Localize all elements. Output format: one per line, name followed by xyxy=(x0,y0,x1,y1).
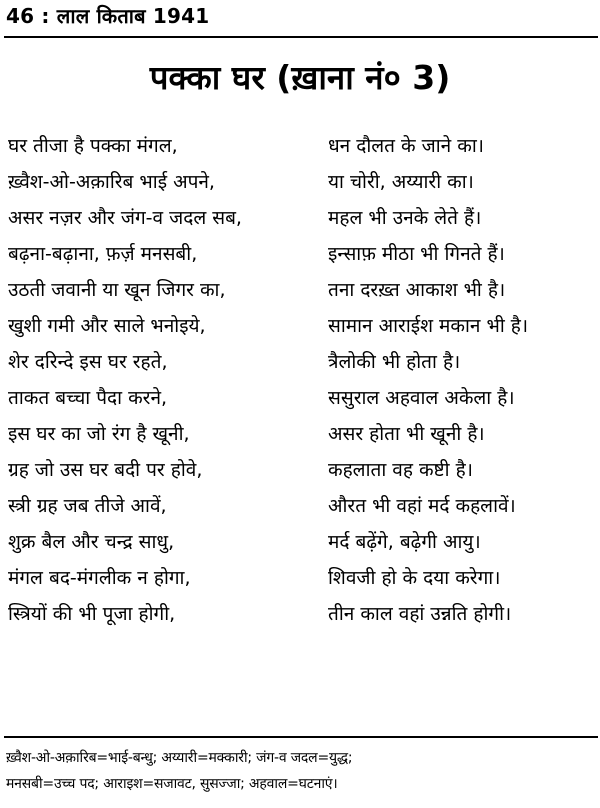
footnote-divider xyxy=(4,736,598,738)
verse-line xyxy=(0,594,600,630)
verse-right: औरत भी वहां मर्द कहलावें। xyxy=(328,495,516,517)
verse-left: घर तीजा है पक्का मंगल, xyxy=(8,135,178,157)
verse-right: तना दरख़्त आकाश भी है। xyxy=(328,279,506,301)
verse-right: धन दौलत के जाने का। xyxy=(328,135,484,157)
verse-line xyxy=(0,342,600,378)
verse-right: महल भी उनके लेते हैं। xyxy=(328,207,482,229)
verse-left: स्त्री ग्रह जब तीजे आवें, xyxy=(8,495,167,517)
verse-left: इस घर का जो रंग है खूनी, xyxy=(8,423,190,445)
verse-left: ताकत बच्चा पैदा करने, xyxy=(8,387,168,409)
verse-line xyxy=(0,126,600,162)
verse-right: तीन काल वहां उन्नति होगी। xyxy=(328,603,512,625)
verse-left: असर नज़र और जंग-व जदल सब, xyxy=(8,207,242,229)
page-title: पक्का घर (ख़ाना नं० 3) xyxy=(149,58,451,97)
header-separator: : xyxy=(34,4,57,28)
verse-right: असर होता भी खूनी है। xyxy=(328,423,485,445)
verse-left: उठती जवानी या खून जिगर का, xyxy=(8,279,226,301)
verse-right: इन्साफ़ मीठा भी गिनते हैं। xyxy=(328,243,505,265)
page-number: 46 xyxy=(6,4,35,28)
verse-left: शुक्र बैल और चन्द्र साधु, xyxy=(8,531,175,553)
footnote-line: मनसबी=उच्च पद; आराइश=सजावट, सुसज्जा; अहवाल=घटनाएं। xyxy=(6,776,338,792)
verse-line xyxy=(0,378,600,414)
verse-left: खुशी गमी और साले भनोइये, xyxy=(8,315,206,337)
verse-right: त्रैलोकी भी होता है। xyxy=(328,351,461,373)
verse-left: स्त्रियों की भी पूजा होगी, xyxy=(8,603,176,625)
verse-line xyxy=(0,306,600,342)
running-header xyxy=(6,2,209,29)
verse-left: ग्रह जो उस घर बदी पर होवे, xyxy=(8,459,203,481)
verse-right: सामान आराईश मकान भी है। xyxy=(328,315,529,337)
book-title: लाल किताब 1941 xyxy=(56,4,210,28)
verse-line xyxy=(0,558,600,594)
verse-line xyxy=(0,486,600,522)
verse-line xyxy=(0,414,600,450)
footnote-line: ख़्वैश-ओ-अक़ारिब=भाई-बन्धु; अय्यारी=मक्कारी; जंग-व जदल=युद्ध; xyxy=(6,750,353,766)
verse-right: कहलाता वह कष्टी है। xyxy=(328,459,473,481)
verse-left: बढ़ना-बढ़ाना, फ़र्ज़ मनसबी, xyxy=(8,243,198,265)
verse-right: मर्द बढ़ेंगे, बढ़ेगी आयु। xyxy=(328,531,481,553)
verse-left: ख़्वैश-ओ-अक़ारिब भाई अपने, xyxy=(8,171,215,193)
verse-line xyxy=(0,162,600,198)
verse-left: मंगल बद-मंगलीक न होगा, xyxy=(8,567,191,589)
verse-line xyxy=(0,198,600,234)
header-divider xyxy=(4,36,598,38)
verse-line xyxy=(0,450,600,486)
verse-left: शेर दरिन्दे इस घर रहते, xyxy=(8,351,168,373)
verse-line xyxy=(0,234,600,270)
verse-right: ससुराल अहवाल अकेला है। xyxy=(328,387,515,409)
verse-right: या चोरी, अय्यारी का। xyxy=(328,171,474,193)
verse-line xyxy=(0,522,600,558)
verse-right: शिवजी हो के दया करेगा। xyxy=(328,567,501,589)
verse-line xyxy=(0,270,600,306)
